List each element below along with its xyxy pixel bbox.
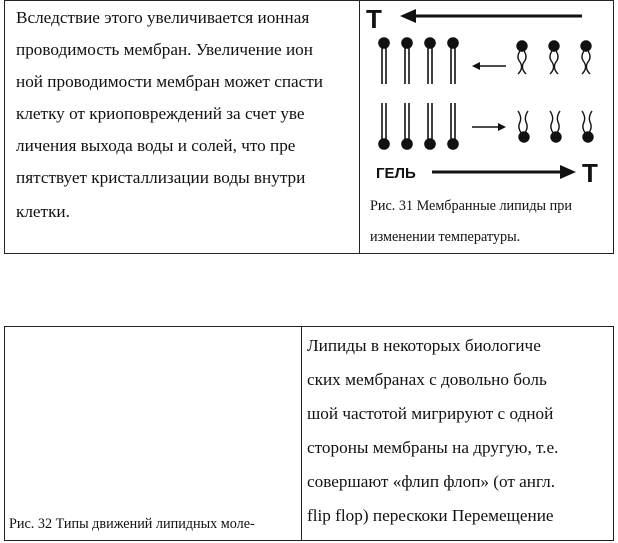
text-line: flip flop) перескоки Перемещение xyxy=(307,506,554,525)
arrow-head-right-bottom xyxy=(560,165,576,179)
ordered-lipids-top xyxy=(379,38,458,84)
text-line: пятствует кристаллизации воды внутри xyxy=(16,168,306,187)
text-line: клетки. xyxy=(16,202,70,221)
text-line: стороны мембраны на другую, т.е. xyxy=(307,438,559,457)
figure-cell-bottom xyxy=(4,326,302,541)
disordered-lipids-bottom xyxy=(518,111,593,142)
text-line: Липиды в некоторых биологиче xyxy=(307,336,541,355)
text-line: ских мембранах с довольно боль xyxy=(307,370,547,389)
membrane-lipids-diagram xyxy=(360,1,615,191)
arrow-head-left-top xyxy=(400,9,416,23)
figure-caption: Рис. 32 Типы движений липидных моле- xyxy=(9,516,255,532)
figure-caption-line: изменении температуры. xyxy=(370,229,521,245)
temperature-label-bottom: T xyxy=(582,158,598,188)
disordered-lipids-top xyxy=(517,41,591,74)
arrow-head-left-middle xyxy=(472,62,480,70)
text-line: личения выхода воды и солей, что пре xyxy=(16,136,296,155)
text-line: клетку от криоповреждений за счет уве xyxy=(16,104,305,123)
text-line: проводимость мембран. Увеличение ион xyxy=(16,40,313,59)
figure-caption-line: Рис. 31 Мембранные липиды при xyxy=(370,198,572,214)
text-line: шой частотой мигрируют с одной xyxy=(307,404,554,423)
text-line: совершают «флип флоп» (от англ. xyxy=(307,472,556,491)
gel-label: ГЕЛЬ xyxy=(376,165,416,182)
text-line: ной проводимости мембран может спасти xyxy=(16,72,324,91)
text-cell-bottom xyxy=(301,326,614,541)
ordered-lipids-bottom xyxy=(379,103,458,149)
arrow-head-right-middle xyxy=(498,123,506,131)
text-cell-top xyxy=(4,0,360,254)
text-line: Вследствие этого увеличивается ионная xyxy=(16,8,310,27)
temperature-label-top: T xyxy=(366,4,382,34)
figure-cell-top xyxy=(359,0,614,254)
